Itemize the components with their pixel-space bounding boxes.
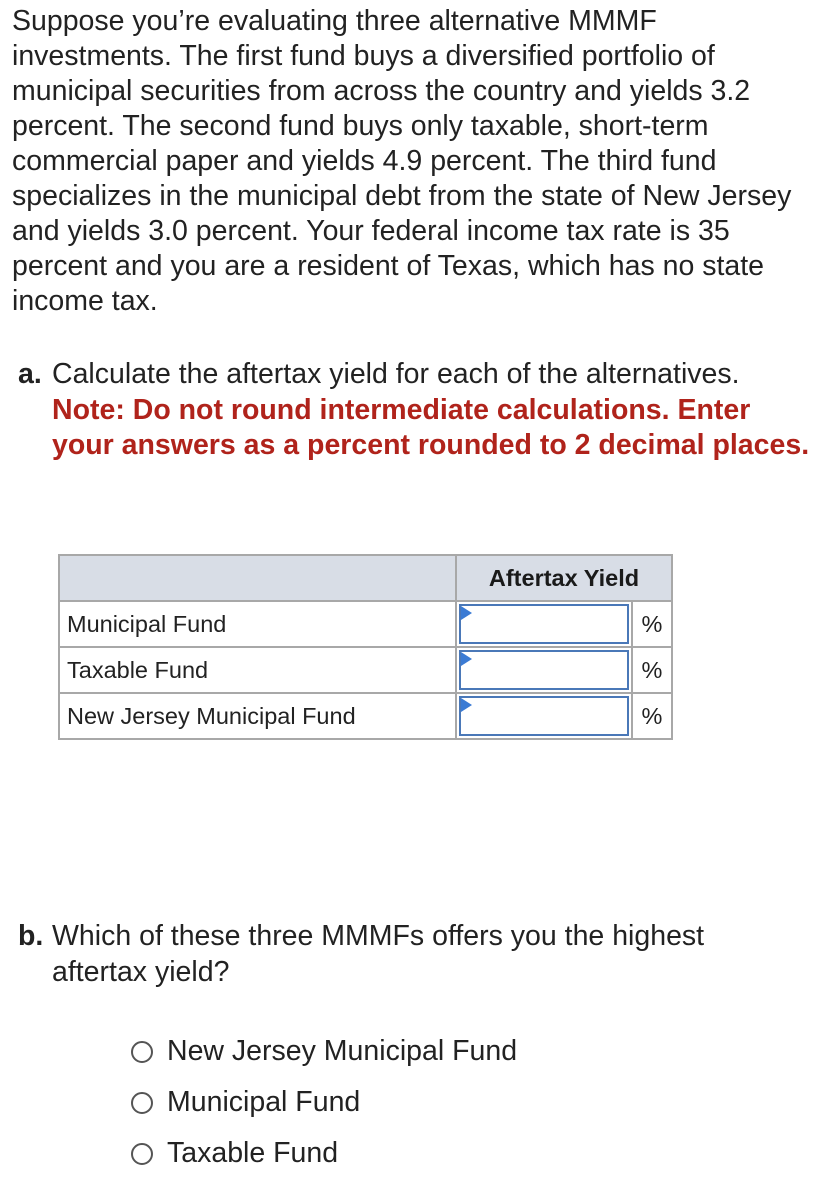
- taxable-yield-input[interactable]: [461, 652, 627, 688]
- input-cell: [456, 647, 632, 693]
- municipal-yield-input-box[interactable]: [459, 604, 629, 644]
- option-taxable-fund[interactable]: [131, 1128, 517, 1179]
- input-marker-icon: [461, 652, 472, 666]
- part-b-label: b.: [18, 920, 44, 952]
- part-b-question: [18, 919, 818, 955]
- part-b-question-line2: aftertax yield?: [52, 955, 230, 988]
- new-jersey-yield-input-box[interactable]: [459, 696, 629, 736]
- part-a: [18, 357, 818, 464]
- option-new-jersey-municipal-fund[interactable]: [131, 1026, 517, 1077]
- option-label: New Jersey Municipal Fund: [167, 1035, 518, 1067]
- new-jersey-yield-input[interactable]: [461, 698, 627, 734]
- problem-intro: Suppose you’re evaluating three alternative MMMF investments. The first fund buys a diversified portfolio of municipal securities from across the country and yields 3.2 percent. The second fund buys only taxable, short-term commercial paper and yields 4.9 percent. The third fund specializes in the municipal debt from the state of New Jersey and yields 3.0 percent. Your federal income tax rate is 35 percent and you are a resident of Texas, which has no state income tax.: [12, 5, 792, 317]
- rounding-note: Note: Do not round intermediate calculations. Enter your answers as a percent rounded to 2 decimal places.: [52, 393, 810, 461]
- part-b: [18, 919, 818, 990]
- row-label: Taxable Fund: [59, 647, 456, 693]
- table-header-row: [59, 555, 672, 601]
- header-blank-cell: [59, 555, 456, 601]
- part-a-question-text: Calculate the aftertax yield for each of the alternatives.: [52, 358, 740, 390]
- table-row-municipal: [59, 601, 672, 647]
- percent-unit: %: [632, 693, 672, 739]
- input-cell: [456, 693, 632, 739]
- radio-button-icon[interactable]: [131, 1041, 153, 1063]
- percent-unit: %: [632, 601, 672, 647]
- input-cell: [456, 601, 632, 647]
- part-a-label: a.: [18, 358, 42, 390]
- percent-unit: %: [632, 647, 672, 693]
- aftertax-yield-table: [58, 554, 673, 740]
- radio-button-icon[interactable]: [131, 1143, 153, 1165]
- taxable-yield-input-box[interactable]: [459, 650, 629, 690]
- row-label: New Jersey Municipal Fund: [59, 693, 456, 739]
- part-a-question: [18, 357, 818, 393]
- row-label: Municipal Fund: [59, 601, 456, 647]
- answer-options: [131, 1026, 517, 1179]
- part-b-question-line1: Which of these three MMMFs offers you the highest: [52, 920, 705, 952]
- input-marker-icon: [461, 698, 472, 712]
- option-municipal-fund[interactable]: [131, 1077, 517, 1128]
- header-aftertax-yield: Aftertax Yield: [456, 555, 672, 601]
- table-row-new-jersey: [59, 693, 672, 739]
- option-label: Municipal Fund: [167, 1086, 361, 1118]
- option-label: Taxable Fund: [167, 1137, 339, 1169]
- input-marker-icon: [461, 606, 472, 620]
- municipal-yield-input[interactable]: [461, 606, 627, 642]
- table-row-taxable: [59, 647, 672, 693]
- radio-button-icon[interactable]: [131, 1092, 153, 1114]
